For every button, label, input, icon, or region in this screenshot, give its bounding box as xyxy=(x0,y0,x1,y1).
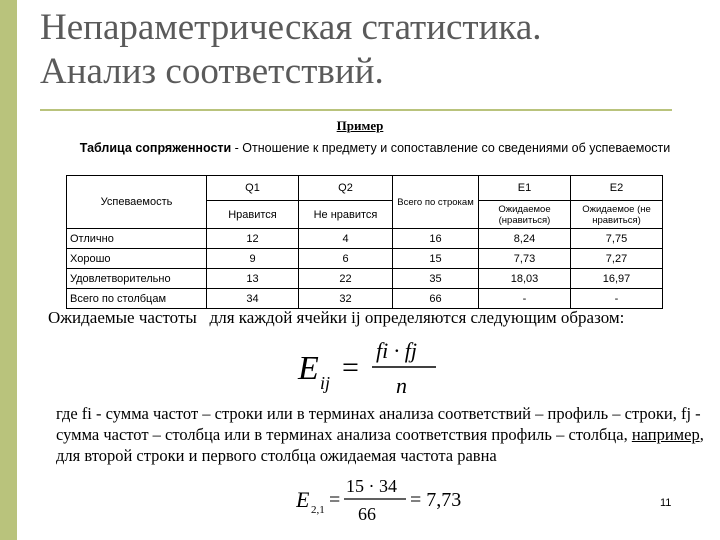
cell-e2: 7,75 xyxy=(571,229,663,249)
row-label: Хорошо xyxy=(67,249,207,269)
contingency-table xyxy=(66,175,663,309)
cell-e2: 7,27 xyxy=(571,249,663,269)
formula2-lhs-sub: 2,1 xyxy=(311,504,325,516)
formula1-lhs-sub: ij xyxy=(320,373,331,393)
cell-q1: 9 xyxy=(207,249,299,269)
cell-e1: 18,03 xyxy=(479,269,571,289)
example-heading xyxy=(0,118,720,134)
formula2-numerator: 15 · 34 xyxy=(346,476,397,496)
table-caption xyxy=(70,141,680,155)
header-performance: Успеваемость xyxy=(67,176,207,229)
cell-e1: 8,24 xyxy=(479,229,571,249)
example-calculation-formula xyxy=(296,475,466,525)
header-e2: E2 xyxy=(571,176,663,201)
formula2-lhs: E xyxy=(296,487,310,512)
formula1-denominator: n xyxy=(396,373,407,398)
expected-frequencies-text: Ожидаемые частоты для каждой ячейки ij определяются следующим образом: xyxy=(48,308,625,327)
header-e1: E1 xyxy=(479,176,571,201)
table-row-total xyxy=(67,289,663,309)
header-expected-likes: Ожидаемое (нравиться) xyxy=(479,201,571,229)
para-part-1: где fi - сумма частот – строки или в терминах анализа соответствий – профиль – строки, fj - сумма частот – столбца или в терминах анализа соответствия профиль – столбца, xyxy=(56,404,701,444)
header-expected-dislikes: Ожидаемое (не нравиться) xyxy=(571,201,663,229)
header-q1: Q1 xyxy=(207,176,299,201)
table-row xyxy=(67,249,663,269)
table-row xyxy=(67,229,663,249)
formula1-numerator: fi · fj xyxy=(376,338,417,363)
header-likes: Нравится xyxy=(207,201,299,229)
left-accent-bar xyxy=(0,0,17,540)
cell-e1: - xyxy=(479,289,571,309)
table-row xyxy=(67,269,663,289)
para-underlined: например xyxy=(631,425,700,444)
caption-rest: - Отношение к предмету и сопоставление со сведениями об успеваемости xyxy=(231,141,671,155)
title-line-1: Непараметрическая статистика. xyxy=(40,7,542,48)
cell-total: 15 xyxy=(393,249,479,269)
expected-frequency-formula xyxy=(296,333,446,403)
header-dislikes: Не нравится xyxy=(299,201,393,229)
cell-total: 66 xyxy=(393,289,479,309)
caption-bold: Таблица сопряженности xyxy=(79,141,232,155)
formula2-denominator: 66 xyxy=(358,504,376,524)
cell-q2: 32 xyxy=(299,289,393,309)
row-label: Всего по столбцам xyxy=(67,289,207,309)
cell-q1: 13 xyxy=(207,269,299,289)
example-label: Пример xyxy=(336,118,384,133)
cell-e2: - xyxy=(571,289,663,309)
formula2-result: = 7,73 xyxy=(410,489,462,511)
cell-e2: 16,97 xyxy=(571,269,663,289)
para-part-2: , для второй строки и первого столбца ожидаемая частота равна xyxy=(56,425,704,465)
cell-q2: 4 xyxy=(299,229,393,249)
slide-title xyxy=(40,6,700,94)
header-row-total: Всего по строкам xyxy=(393,176,479,229)
page-number: 11 xyxy=(660,497,672,509)
cell-total: 35 xyxy=(393,269,479,289)
table-header-row-1 xyxy=(67,176,663,201)
cell-q1: 34 xyxy=(207,289,299,309)
formula1-lhs: E xyxy=(298,350,319,387)
cell-total: 16 xyxy=(393,229,479,249)
cell-q2: 6 xyxy=(299,249,393,269)
cell-e1: 7,73 xyxy=(479,249,571,269)
explanation-paragraph xyxy=(56,403,706,466)
formula1-equals: = xyxy=(342,351,359,384)
title-line-2: Анализ соответствий. xyxy=(40,51,384,92)
title-divider xyxy=(40,109,672,111)
header-q2: Q2 xyxy=(299,176,393,201)
row-label: Удовлетворительно xyxy=(67,269,207,289)
cell-q2: 22 xyxy=(299,269,393,289)
cell-q1: 12 xyxy=(207,229,299,249)
formula2-equals: = xyxy=(329,489,341,511)
row-label: Отлично xyxy=(67,229,207,249)
